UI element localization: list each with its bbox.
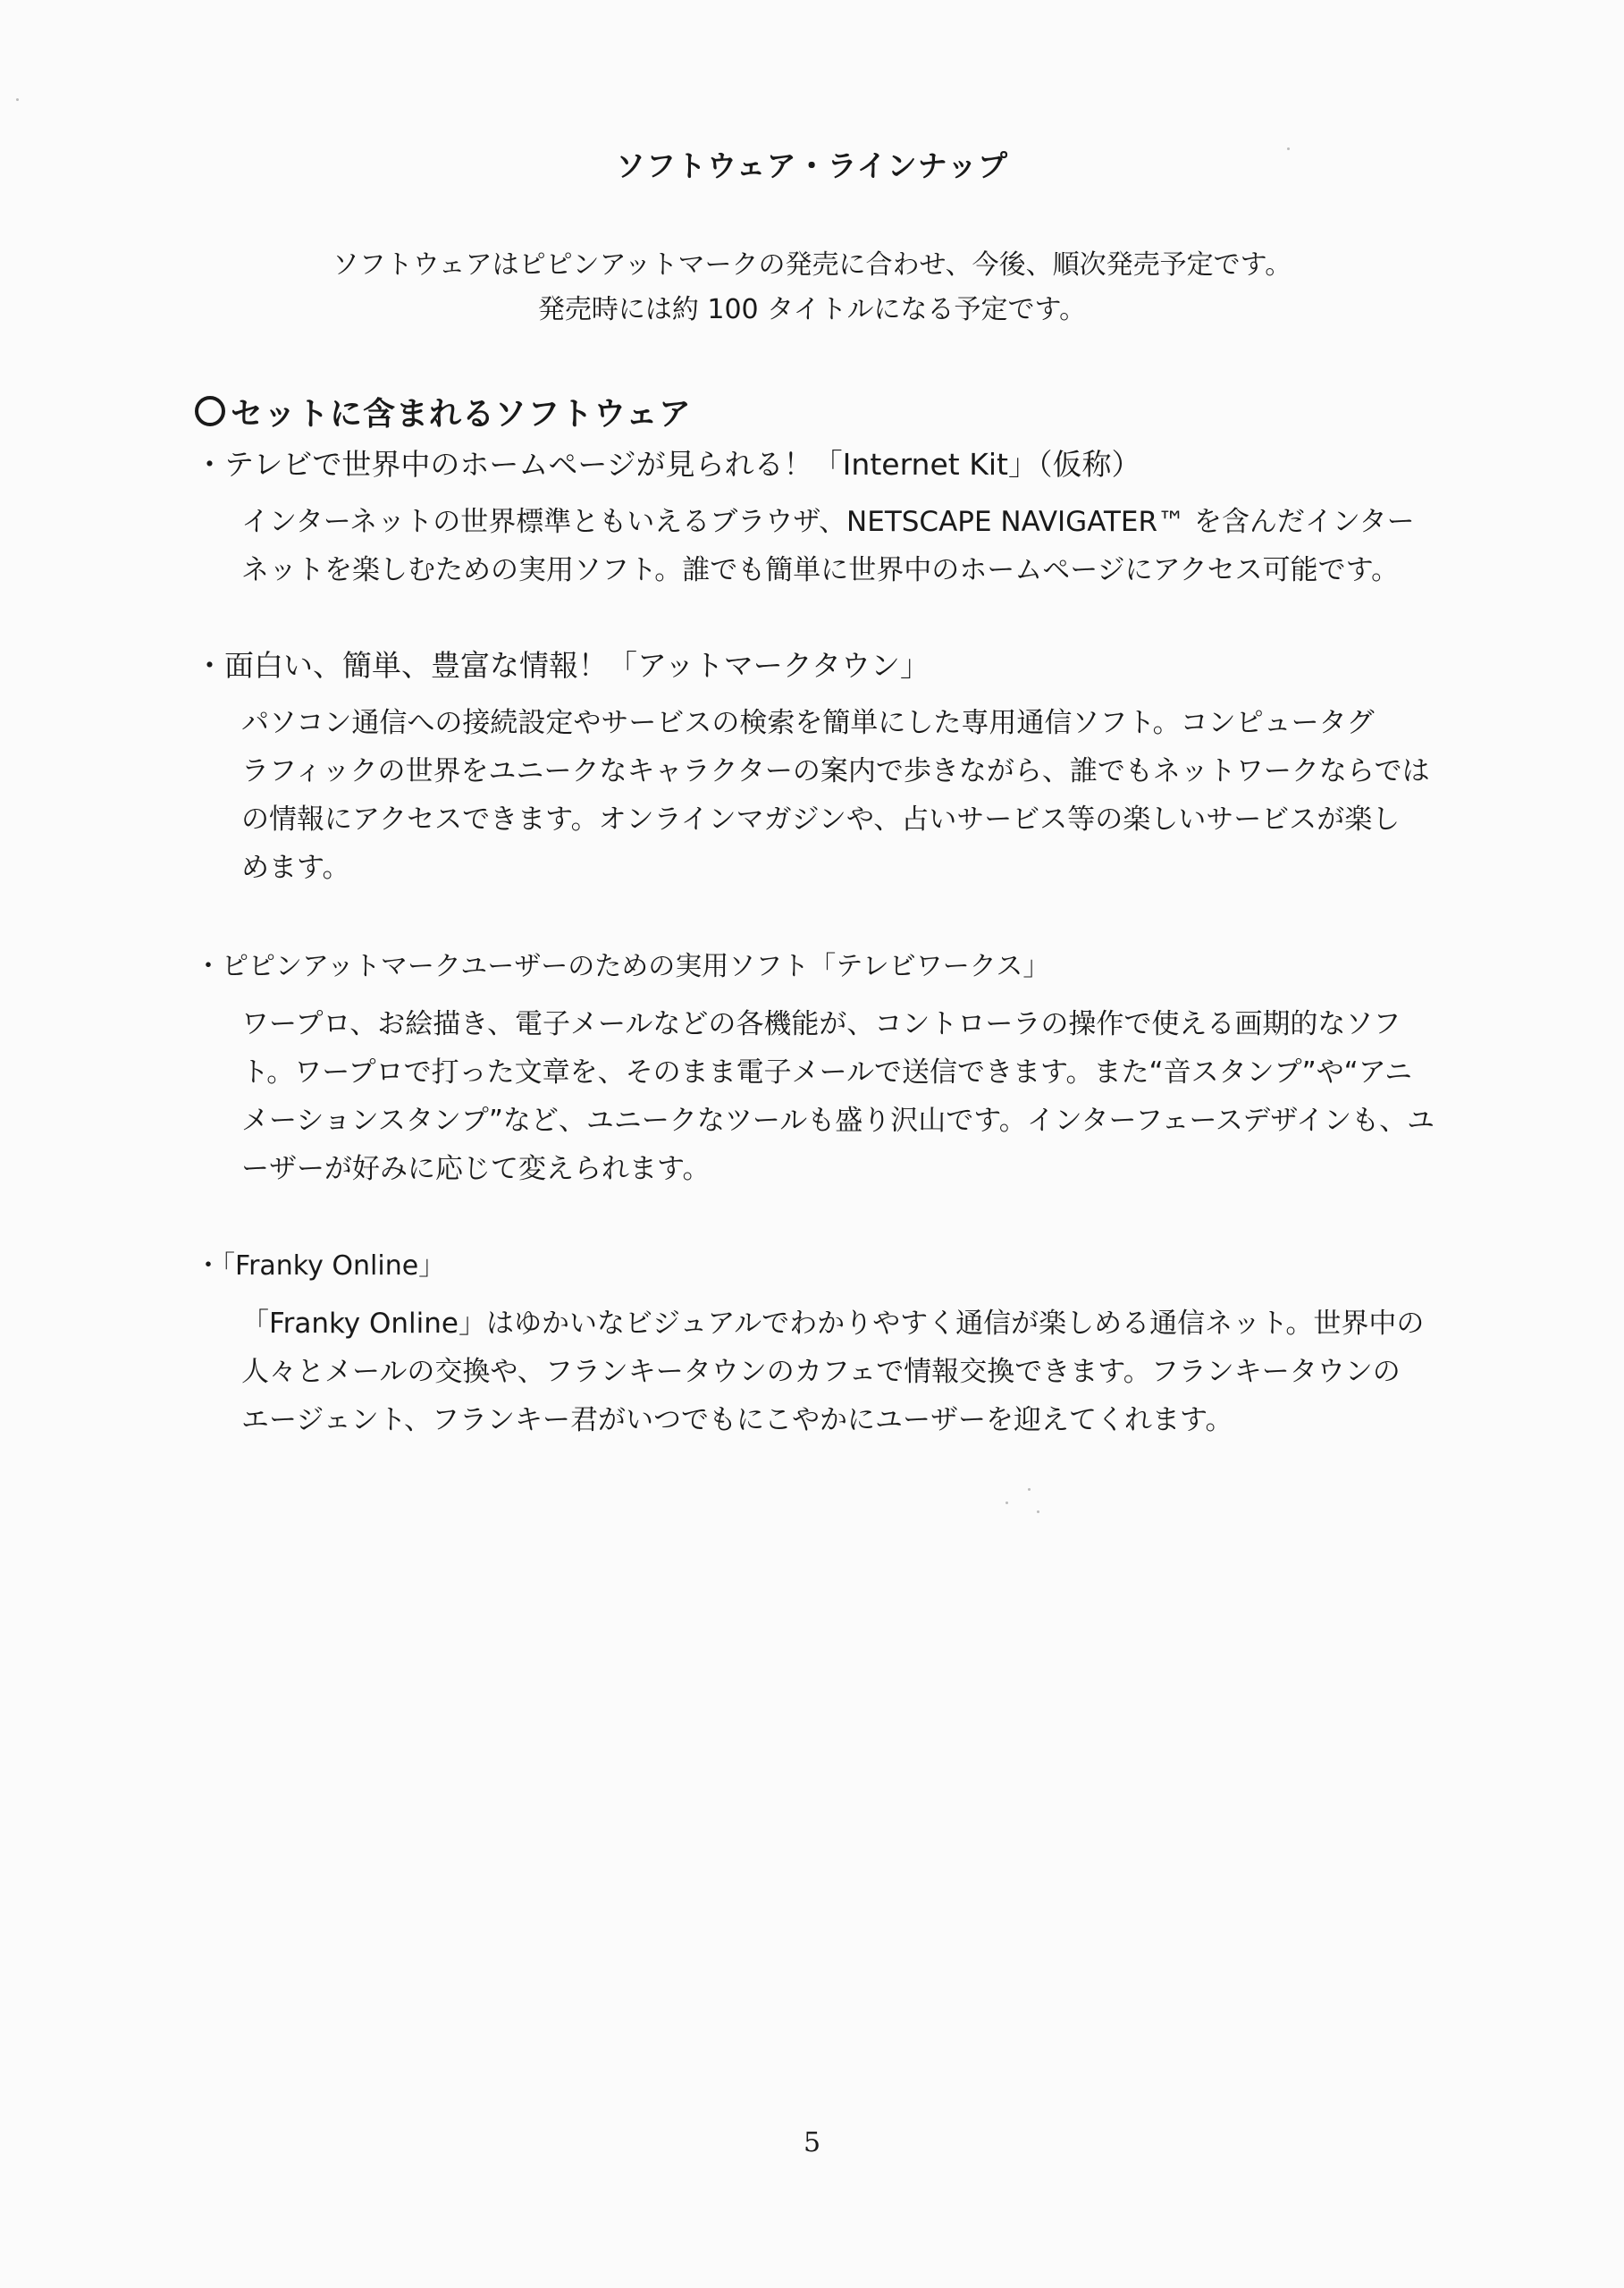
- scan-speck: [1287, 147, 1290, 150]
- item-heading: ・ピピンアットマークユーザーのための実用ソフト「テレビワークス」: [195, 951, 1050, 982]
- item-body: [241, 699, 1430, 892]
- page-number: 5: [803, 2127, 821, 2158]
- item-body-line: メーションスタンプ”など、ユニークなツールも盛り沢山です。インターフェースデザインも、ユ: [241, 1105, 1435, 1137]
- item-heading: ・テレビで世界中のホームページが見られる！「Internet Kit」（仮称）: [195, 447, 1141, 482]
- software-item-internet-kit: [195, 442, 1446, 594]
- software-item-at-mark-town: [195, 644, 1446, 892]
- item-heading: ・「Franky Online」: [195, 1250, 446, 1282]
- item-body-line: ーザーが好みに応じて変えられます。: [241, 1153, 711, 1185]
- section-heading: [195, 389, 692, 434]
- item-body-line: ラフィックの世界をユニークなキャラクターの案内で歩きながら、誰でもネットワークならでは: [241, 755, 1430, 787]
- item-heading: ・面白い、簡単、豊富な情報！「アットマークタウン」: [195, 648, 930, 683]
- item-body: [241, 1300, 1430, 1444]
- item-body-line: ワープロ、お絵描き、電子メールなどの各機能が、コントローラの操作で使える画期的なソフ: [241, 1008, 1401, 1040]
- circle-bullet-icon: [195, 396, 225, 426]
- item-body-line: 人々とメールの交換や、フランキータウンのカフェで情報交換できます。フランキータウンの: [241, 1356, 1401, 1388]
- intro-line-2: 発売時には約 100 タイトルになる予定です。: [537, 294, 1087, 325]
- page-title: ソフトウェア・ラインナップ: [615, 148, 1009, 183]
- item-body-line: ネットを楽しむための実用ソフト。誰でも簡単に世界中のホームページにアクセス可能です。: [241, 554, 1400, 586]
- item-body-line: めます。: [241, 852, 350, 884]
- item-body-line: パソコン通信への接続設定やサービスの検索を簡単にした専用通信ソフト。コンピュータグ: [241, 707, 1375, 739]
- section-heading-text: セットに含まれるソフトウェア: [231, 396, 692, 433]
- scan-speck: [1028, 1488, 1031, 1491]
- scan-speck: [16, 98, 19, 101]
- item-body-line: ト。ワープロで打った文章を、そのまま電子メールで送信できます。また“音スタンプ”や“アニ: [241, 1056, 1413, 1089]
- item-body-line: 「Franky Online」はゆかいなビジュアルでわかりやすく通信が楽しめる通信ネット。世界中の: [241, 1308, 1425, 1340]
- item-body-line: エージェント、フランキー君がいつでもにこやかにユーザーを迎えてくれます。: [241, 1404, 1233, 1436]
- intro-line-1: ソフトウェアはピピンアットマークの発売に合わせ、今後、順次発売予定です。: [332, 249, 1292, 281]
- software-item-franky-online: [195, 1244, 1446, 1444]
- item-body-line: の情報にアクセスできます。オンラインマガジンや、占いサービス等の楽しいサービスが楽し: [241, 803, 1401, 836]
- software-item-tv-works: [195, 945, 1446, 1193]
- scan-speck: [1006, 1502, 1008, 1504]
- item-body-line: インターネットの世界標準ともいえるブラウザ、NETSCAPE NAVIGATER™ を含んだインター: [241, 506, 1415, 538]
- item-body: [241, 498, 1430, 594]
- item-body: [241, 1000, 1435, 1193]
- scan-speck: [1037, 1510, 1039, 1513]
